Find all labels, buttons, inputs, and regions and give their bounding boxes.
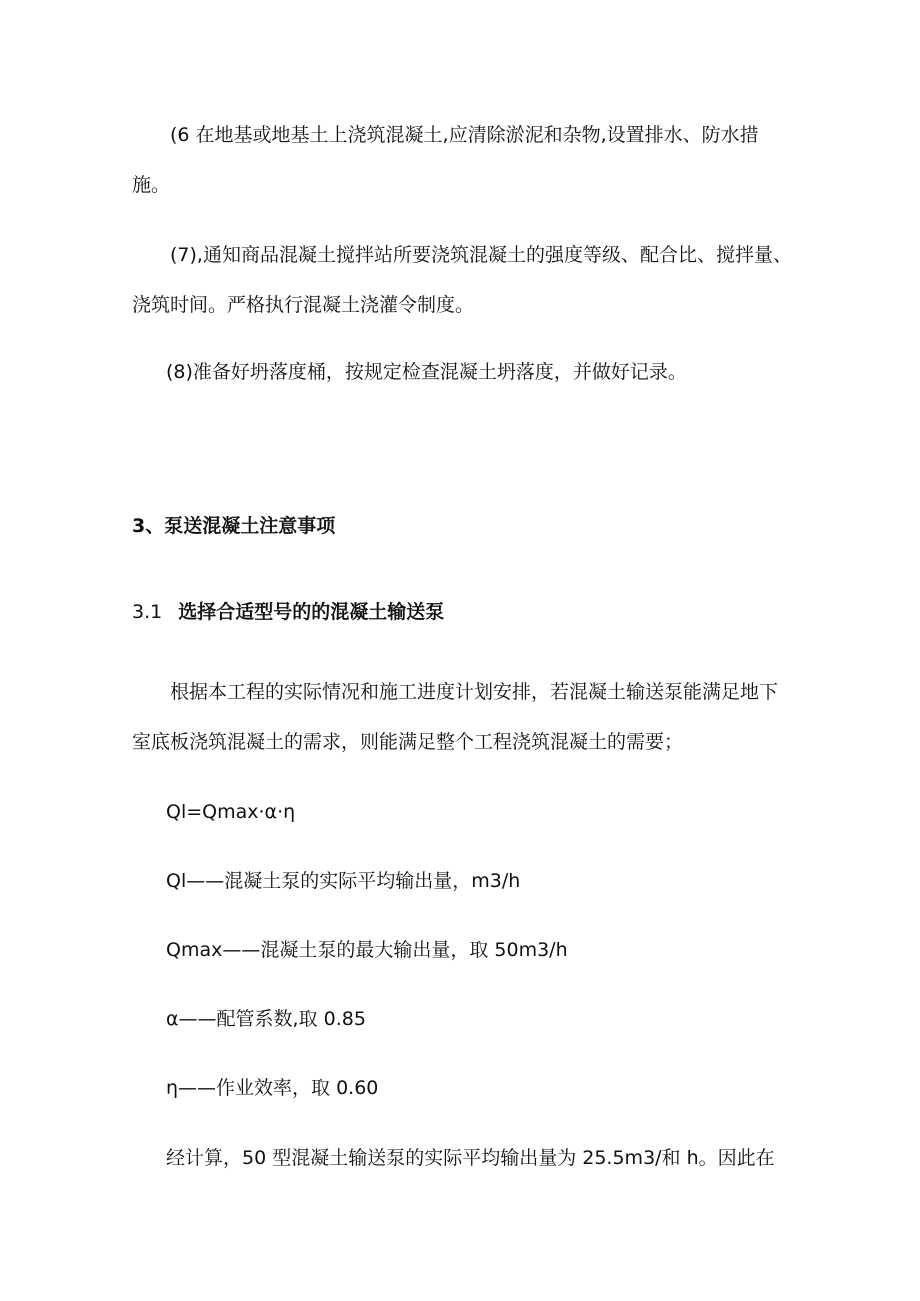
definition-eta: η——作业效率，取 0.60 [166,1077,379,1099]
subsection-number: 3.1 [132,601,163,623]
paragraph-item-7: (7),通知商品混凝土搅拌站所要浇筑混凝土的强度等级、配合比、搅拌量、浇筑时间。严格执行混凝土浇灌令制度。 [132,244,792,316]
paragraph-item-6: (6 在地基或地基土上浇筑混凝土,应清除淤泥和杂物,设置排水、防水措施。 [132,124,759,196]
subsection-heading [132,597,444,627]
definition-ql: Ql——混凝土泵的实际平均输出量，m3∕h [166,870,521,892]
intro-paragraph: 根据本工程的实际情况和施工进度计划安排，若混凝土输送泵能满足地下室底板浇筑混凝土的需求，则能满足整个工程浇筑混凝土的需要； [132,681,779,753]
paragraph-item-8: (8)准备好坍落度桶，按规定检查混凝土坍落度，并做好记录。 [166,361,687,383]
section-heading: 3、泵送混凝土注意事项 [132,515,336,537]
subsection-title: 选择合适型号的的混凝土输送泵 [178,601,445,623]
definition-alpha: α——配管系数,取 0.85 [166,1008,366,1030]
definition-qmax: Qmax——混凝土泵的最大输出量，取 50m3∕h [166,939,568,961]
conclusion-line: 经计算，50 型混凝土输送泵的实际平均输出量为 25.5m3∕和 h。因此在 [166,1147,775,1169]
formula-line: Ql=Qmax·α·η [166,801,296,823]
